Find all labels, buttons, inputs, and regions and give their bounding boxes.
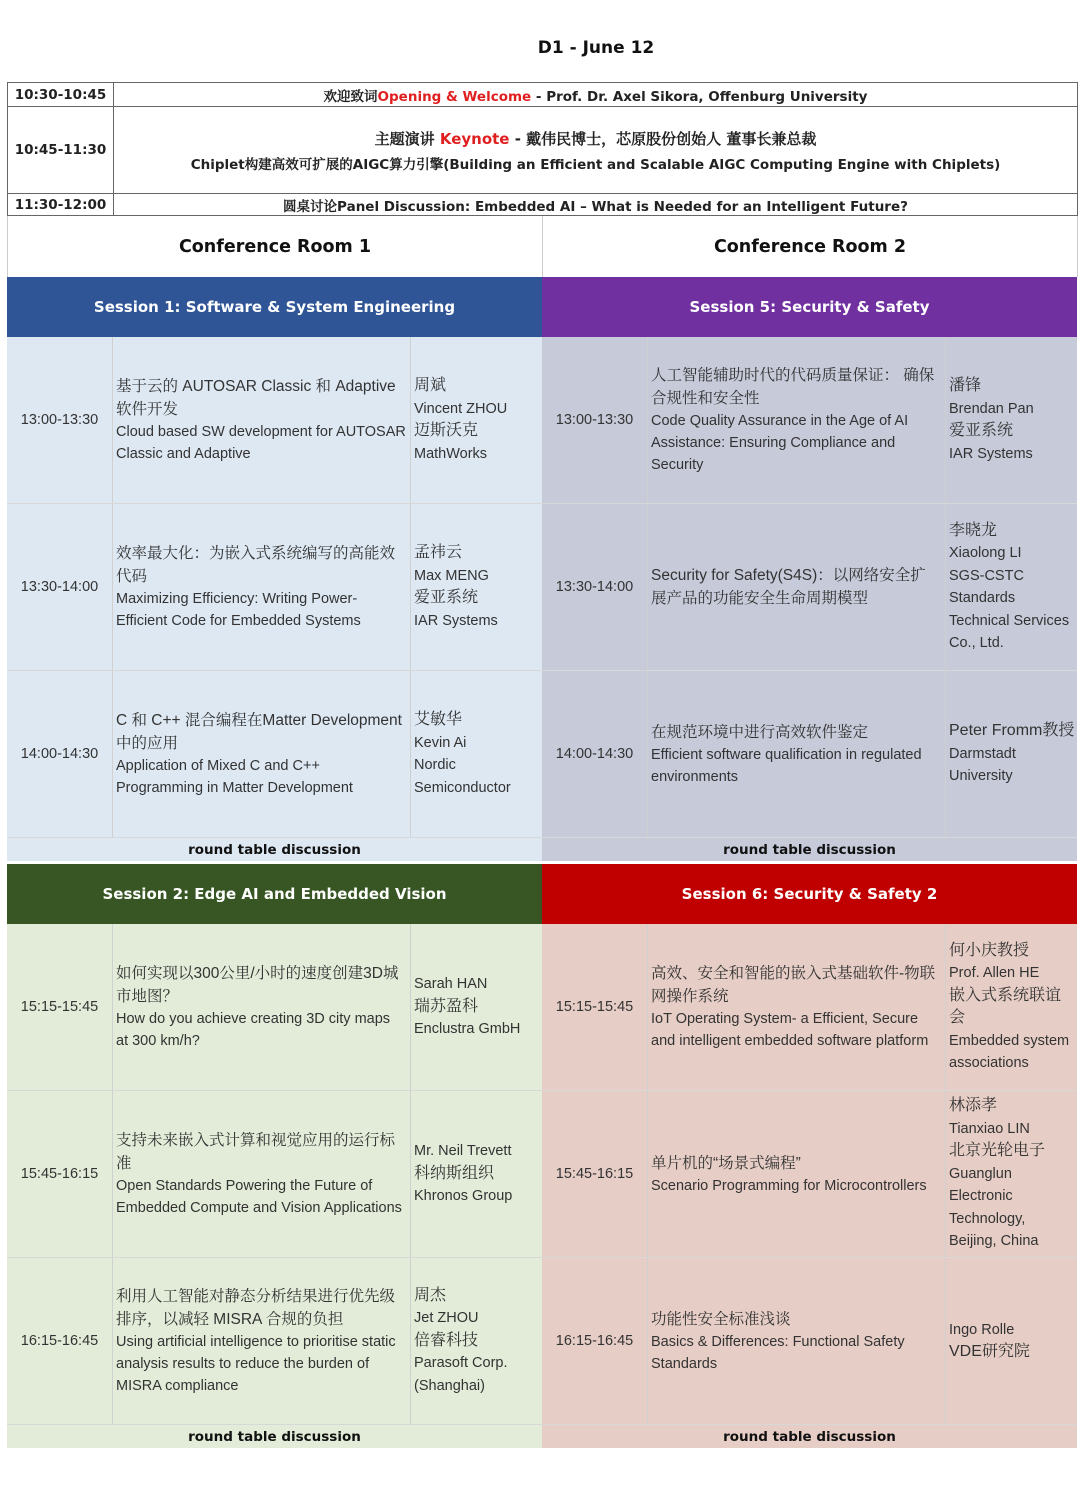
plenary-time: 10:45-11:30 bbox=[8, 107, 114, 193]
session-6 bbox=[542, 864, 1077, 1448]
talk-row bbox=[7, 671, 542, 838]
speaker-line: 嵌入式系统联谊会 bbox=[949, 986, 1062, 1026]
session-block bbox=[7, 864, 542, 1448]
talk-title-zh: 效率最大化：为嵌入式系统编写的高能效代码 bbox=[116, 545, 396, 585]
talk-speaker bbox=[946, 1091, 1077, 1257]
talk-title bbox=[648, 504, 946, 670]
session-header: Session 1: Software & System Engineering bbox=[7, 277, 542, 337]
talk-title-en: IoT Operating System- a Efficient, Secure and intelligent embedded software platform bbox=[651, 1011, 929, 1049]
talk-speaker bbox=[411, 504, 542, 670]
speaker-line: 爱亚系统 bbox=[414, 589, 479, 606]
talk-title bbox=[648, 1258, 946, 1424]
speaker-line: 科纳斯组织 bbox=[414, 1164, 495, 1182]
plenary-row bbox=[7, 106, 1078, 193]
day-title: D1 - June 12 bbox=[537, 38, 655, 58]
room-2-title: Conference Room 2 bbox=[542, 216, 1077, 277]
speaker-line: 倍睿科技 bbox=[414, 1331, 479, 1349]
talk-title-zh: 基于云的 AUTOSAR Classic 和 Adaptive 软件开发 bbox=[116, 378, 396, 418]
talk-speaker bbox=[411, 924, 542, 1090]
talk-row bbox=[7, 504, 542, 671]
speaker-line: Embedded system associations bbox=[949, 1032, 1070, 1071]
talk-title-en: Application of Mixed C and C++ Programming in Matter Development bbox=[116, 758, 353, 796]
keynote-title: Chiplet构建高效可扩展的AIGC算力引擎(Building an Efficient and Scalable AIGC Computing Engine with Chiplets) bbox=[190, 156, 1001, 173]
talk-title-zh: 在规范环境中进行高效软件鉴定 bbox=[651, 723, 869, 741]
talk-time: 15:15-15:45 bbox=[7, 924, 113, 1090]
talk-title-zh: 单片机的“场景式编程” bbox=[651, 1154, 801, 1172]
talk-time: 13:00-13:30 bbox=[542, 337, 648, 503]
talk-time: 16:15-16:45 bbox=[7, 1258, 113, 1424]
speaker-line: 孟祎云 bbox=[414, 544, 463, 561]
talk-title-en: Basics & Differences: Functional Safety Standards bbox=[651, 1333, 905, 1372]
talk-row bbox=[7, 337, 542, 504]
speaker-line: SGS-CSTC bbox=[949, 567, 1024, 584]
talk-title-en: Code Quality Assurance in the Age of AI Assistance: Ensuring Compliance and Security bbox=[651, 413, 909, 473]
talk-title-en: Open Standards Powering the Future of Embedded Compute and Vision Applications bbox=[116, 1178, 402, 1216]
talk-title bbox=[113, 1091, 411, 1257]
talk-title-zh: Security for Safety(S4S)：以网络安全扩展产品的功能安全生命周期模型 bbox=[651, 567, 926, 607]
talk-time: 15:15-15:45 bbox=[542, 924, 648, 1090]
speaker-line: 瑞苏盈科 bbox=[414, 997, 479, 1015]
talk-speaker bbox=[411, 671, 542, 837]
talk-speaker bbox=[411, 1258, 542, 1424]
speaker-line: Nordic bbox=[414, 757, 456, 773]
speaker-line: Xiaolong LI bbox=[949, 545, 1022, 561]
talk-row bbox=[542, 671, 1077, 838]
talk-title-zh: 高效、安全和智能的嵌入式基础软件-物联网操作系统 bbox=[651, 965, 936, 1005]
talk-title bbox=[113, 1258, 411, 1424]
plenary-row bbox=[7, 82, 1078, 106]
plenary-time: 10:30-10:45 bbox=[8, 83, 114, 106]
round-table-label: round table discussion bbox=[542, 838, 1077, 861]
speaker-line: (Shanghai) bbox=[414, 1377, 485, 1394]
plenary-suffix: - 戴伟民博士，芯原股份创始人 董事长兼总裁 bbox=[509, 129, 817, 148]
plenary-line bbox=[324, 85, 868, 105]
session-header: Session 5: Security & Safety bbox=[542, 277, 1077, 337]
plenary-suffix: - Prof. Dr. Axel Sikora, Offenburg University bbox=[531, 88, 868, 105]
speaker-line: 潘锋 bbox=[949, 377, 982, 394]
speaker-line: Peter Fromm教授 bbox=[949, 722, 1075, 740]
talk-speaker bbox=[946, 1258, 1077, 1424]
round-table-label: round table discussion bbox=[542, 1425, 1077, 1448]
speaker-line: University bbox=[949, 768, 1013, 785]
speaker-line: 李晓龙 bbox=[949, 521, 998, 539]
speaker-line: Jet ZHOU bbox=[414, 1310, 479, 1327]
plenary-prefix: 欢迎致词 bbox=[323, 88, 378, 105]
plenary-accent: Keynote bbox=[439, 129, 510, 148]
speaker-line: 迈斯沃克 bbox=[414, 422, 479, 439]
speaker-line: Electronic bbox=[949, 1188, 1013, 1205]
speaker-line: Technical Services bbox=[949, 612, 1070, 629]
room-1-title: Conference Room 1 bbox=[178, 236, 372, 257]
talk-title bbox=[113, 924, 411, 1090]
plenary-accent: Opening & Welcome bbox=[377, 88, 532, 105]
session-header: Session 2: Edge AI and Embedded Vision bbox=[7, 864, 542, 924]
talk-row bbox=[542, 337, 1077, 504]
talk-speaker bbox=[946, 337, 1077, 503]
speaker-line: Ingo Rolle bbox=[949, 1321, 1015, 1338]
speaker-line: 何小庆教授 bbox=[949, 941, 1030, 959]
round-table-label: round table discussion bbox=[7, 1425, 542, 1448]
speaker-line: Beijing, China bbox=[949, 1233, 1039, 1250]
talk-title-zh: 人工智能辅助时代的代码质量保证： 确保合规性和安全性 bbox=[651, 367, 935, 407]
talk-title-zh: C 和 C++ 混合编程在Matter Development 中的应用 bbox=[116, 712, 402, 752]
talk-title bbox=[648, 671, 946, 837]
talk-title-en: Scenario Programming for Microcontrollers bbox=[651, 1177, 927, 1194]
session-block bbox=[7, 277, 542, 861]
session-5 bbox=[542, 277, 1077, 861]
talk-time: 14:00-14:30 bbox=[7, 671, 113, 837]
speaker-line: Semiconductor bbox=[414, 779, 511, 796]
speaker-line: 周杰 bbox=[414, 1286, 447, 1304]
speaker-line: Enclustra GmbH bbox=[414, 1021, 521, 1038]
speaker-line: IAR Systems bbox=[949, 445, 1033, 462]
talk-row bbox=[542, 504, 1077, 671]
speaker-line: VDE研究院 bbox=[949, 1343, 1030, 1360]
talk-time: 15:45-16:15 bbox=[542, 1091, 648, 1257]
speaker-line: Mr. Neil Trevett bbox=[414, 1143, 512, 1160]
speaker-line: Prof. Allen HE bbox=[949, 965, 1040, 981]
session-block bbox=[542, 864, 1077, 1448]
speaker-line: Co., Ltd. bbox=[949, 635, 1004, 651]
speaker-line: Khronos Group bbox=[414, 1188, 513, 1205]
speaker-line: Max MENG bbox=[414, 567, 489, 584]
plenary-content bbox=[114, 107, 1077, 193]
talk-speaker bbox=[946, 504, 1077, 670]
talk-row bbox=[542, 1258, 1077, 1425]
keynote-line bbox=[375, 128, 817, 149]
talk-title bbox=[113, 671, 411, 837]
talk-speaker bbox=[411, 1091, 542, 1257]
talk-row bbox=[7, 1258, 542, 1425]
speaker-line: Parasoft Corp. bbox=[414, 1355, 508, 1372]
speaker-line: MathWorks bbox=[414, 445, 488, 462]
plenary-table bbox=[7, 82, 1078, 216]
speaker-line: Tianxiao LIN bbox=[949, 1120, 1030, 1137]
talk-title bbox=[113, 337, 411, 503]
plenary-content: 圆桌讨论Panel Discussion: Embedded AI – What is Needed for an Intelligent Future? bbox=[283, 198, 908, 215]
plenary-row bbox=[7, 193, 1078, 216]
talk-time: 15:45-16:15 bbox=[7, 1091, 113, 1257]
session-block bbox=[542, 277, 1077, 861]
speaker-line: IAR Systems bbox=[414, 612, 498, 629]
session-header: Session 6: Security & Safety 2 bbox=[542, 864, 1077, 924]
talk-title-en: Efficient software qualification in regulated environments bbox=[651, 746, 922, 785]
talk-title-zh: 如何实现以300公里/小时的速度创建3D城市地图？ bbox=[116, 965, 399, 1005]
speaker-line: 周斌 bbox=[414, 377, 447, 394]
talk-time: 13:00-13:30 bbox=[7, 337, 113, 503]
talk-time: 16:15-16:45 bbox=[542, 1258, 648, 1424]
talk-title-en: Using artificial intelligence to prioritise static analysis results to reduce the burden of MISRA compliance bbox=[116, 1334, 396, 1394]
talk-title-en: Cloud based SW development for AUTOSAR Classic and Adaptive bbox=[116, 424, 406, 462]
speaker-line: Vincent ZHOU bbox=[414, 400, 508, 417]
talk-title bbox=[648, 924, 946, 1090]
talk-row bbox=[7, 1091, 542, 1258]
talk-speaker bbox=[946, 671, 1077, 837]
plenary-content bbox=[114, 83, 1077, 106]
speaker-line: Kevin Ai bbox=[414, 734, 467, 751]
session-1 bbox=[7, 277, 542, 861]
speaker-line: Brendan Pan bbox=[949, 400, 1034, 417]
speaker-line: 北京光轮电子 bbox=[949, 1142, 1046, 1160]
rooms-header bbox=[7, 216, 1078, 277]
talk-title bbox=[648, 1091, 946, 1257]
talk-title bbox=[113, 504, 411, 670]
speaker-line: Technology, bbox=[949, 1210, 1026, 1227]
talk-title-zh: 功能性安全标准浅谈 bbox=[651, 1310, 791, 1328]
talk-time: 13:30-14:00 bbox=[7, 504, 113, 670]
talk-title-zh: 利用人工智能对静态分析结果进行优先级排序，以减轻 MISRA 合规的负担 bbox=[116, 1288, 396, 1328]
talk-row bbox=[542, 1091, 1077, 1258]
talk-speaker bbox=[946, 924, 1077, 1090]
talk-time: 14:00-14:30 bbox=[542, 671, 648, 837]
talk-time: 13:30-14:00 bbox=[542, 504, 648, 670]
talk-row bbox=[542, 924, 1077, 1091]
session-2 bbox=[7, 864, 542, 1448]
round-table-label: round table discussion bbox=[7, 838, 542, 861]
talk-speaker bbox=[411, 337, 542, 503]
speaker-line: 林添孝 bbox=[949, 1097, 998, 1115]
speaker-line: 艾敏华 bbox=[414, 711, 463, 728]
speaker-line: Sarah HAN bbox=[414, 976, 488, 993]
speaker-line: Darmstadt bbox=[949, 745, 1016, 762]
talk-title-en: Maximizing Efficiency: Writing Power-Efficient Code for Embedded Systems bbox=[116, 591, 361, 629]
speaker-line: Standards bbox=[949, 590, 1016, 606]
plenary-time: 11:30-12:00 bbox=[8, 194, 114, 215]
talk-title-en: How do you achieve creating 3D city maps at 300 km/h? bbox=[116, 1011, 391, 1049]
speaker-line: Guanglun bbox=[949, 1165, 1012, 1182]
plenary-prefix: 主题演讲 bbox=[374, 129, 440, 148]
talk-title bbox=[648, 337, 946, 503]
speaker-line: 爱亚系统 bbox=[949, 422, 1014, 439]
talk-row bbox=[7, 924, 542, 1091]
talk-title-zh: 支持未来嵌入式计算和视觉应用的运行标准 bbox=[116, 1132, 396, 1172]
